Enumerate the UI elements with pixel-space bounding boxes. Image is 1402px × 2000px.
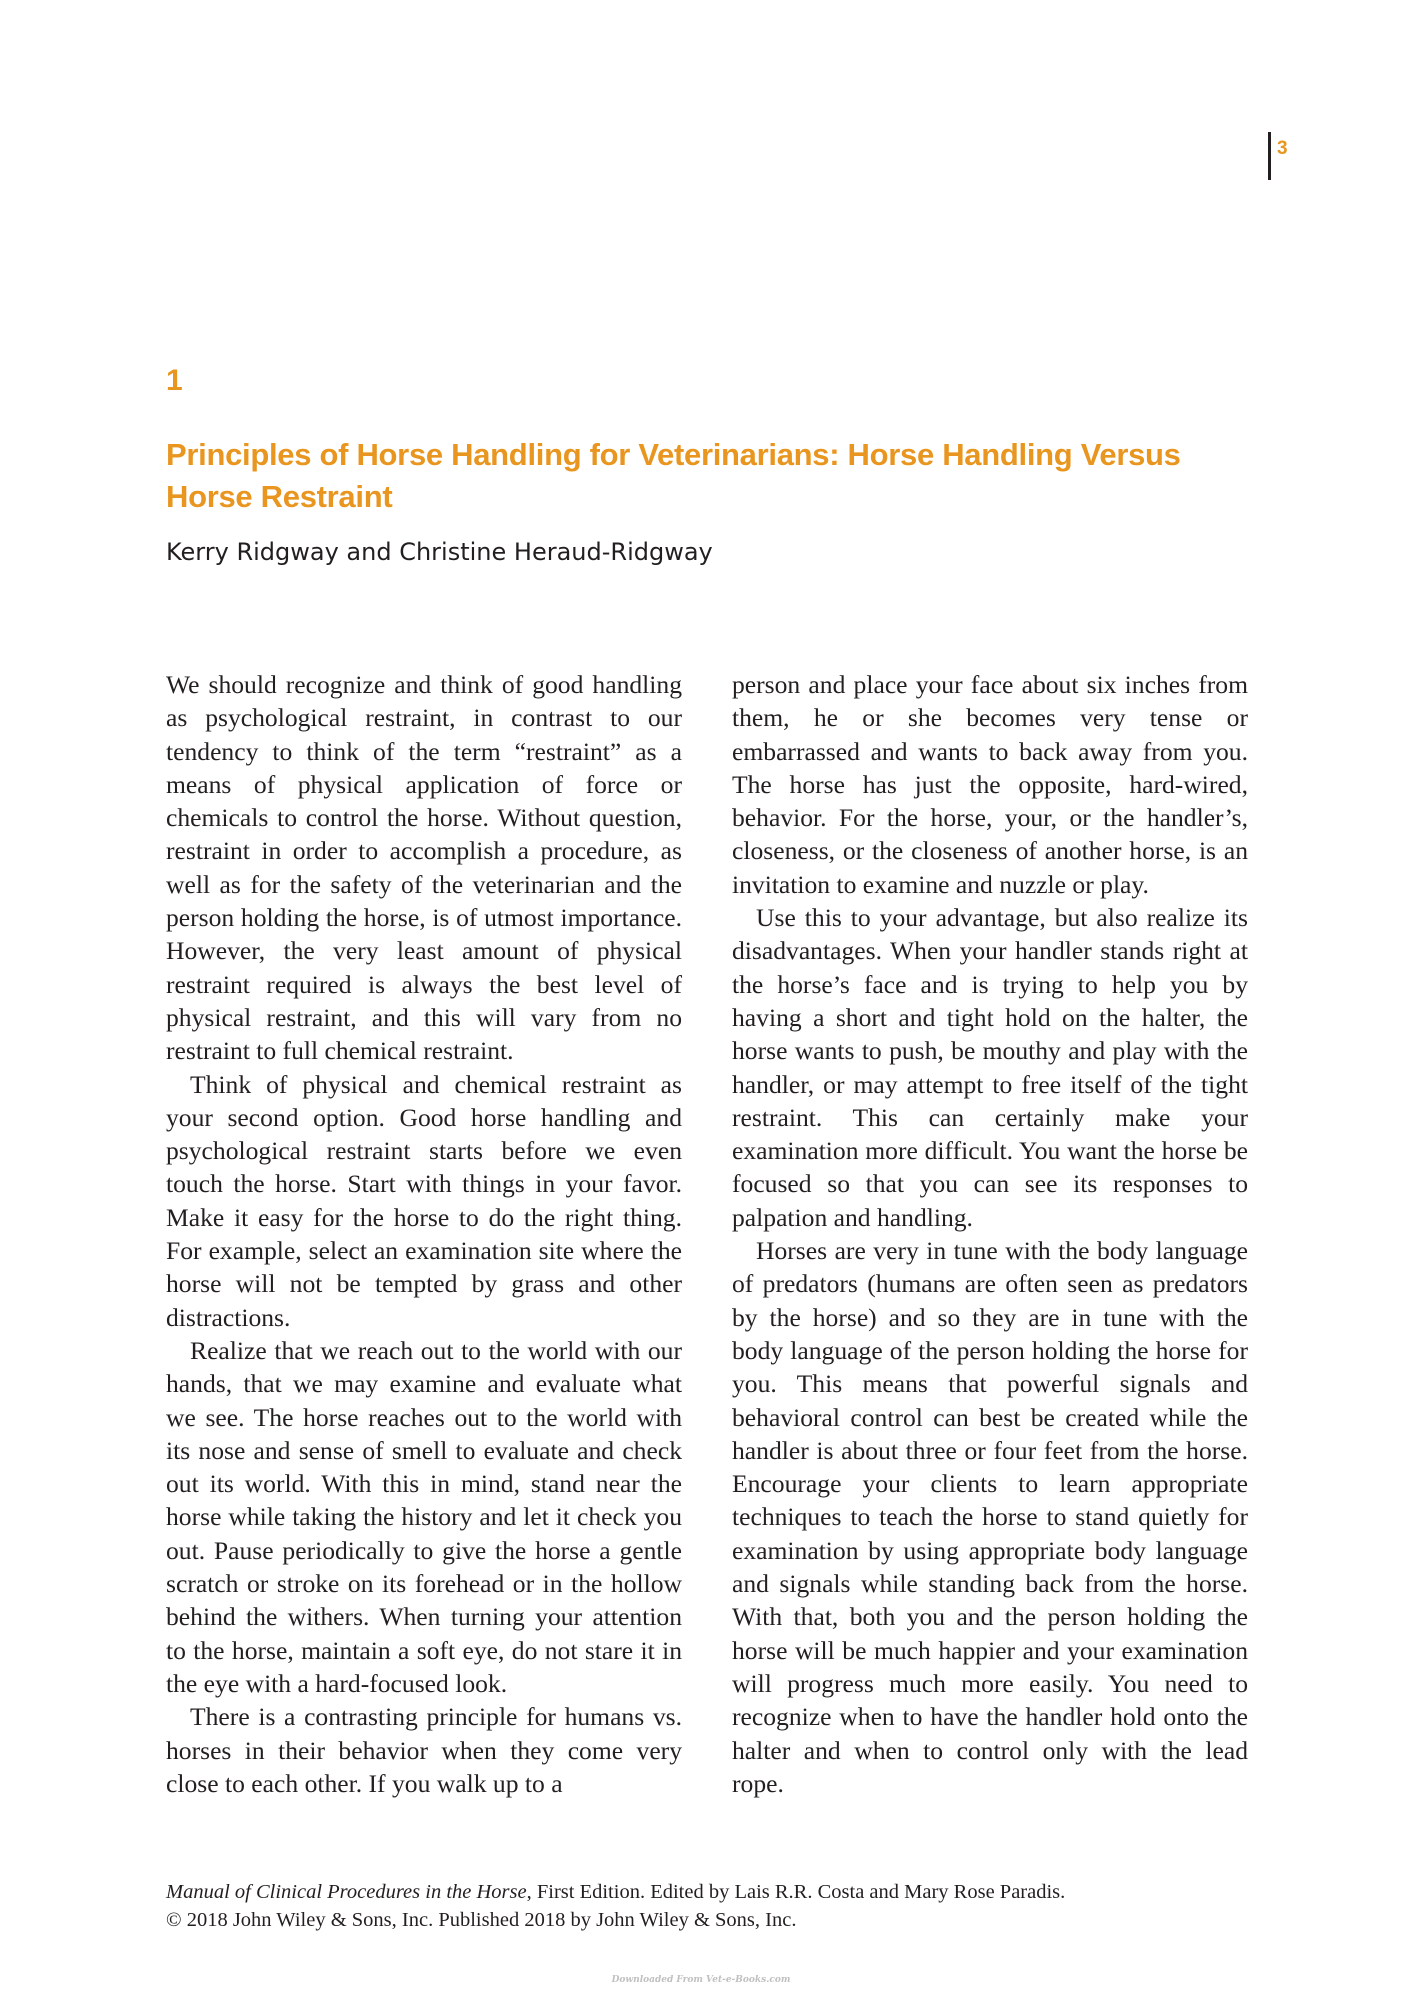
body-paragraph: Horses are very in tune with the body language of predators (humans are often seen as predators by the horse) and so they are in tune with the body language of the person holding the horse for you. This means that powerful signals and behavioral control can best be created while the handler is about three or four feet from the horse. Encourage your clients to learn appropriate techniques to teach the horse to stand quietly for examination by using appropriate body language and signals while standing back from the horse. With that, both you and the person holding the horse will be much happier and your examination will progress much more easily. You need to recognize when to have the handler hold onto the halter and when to control only with the lead rope. (732, 1236, 1248, 1798)
citation-line (166, 1878, 1246, 1906)
book-title: Manual of Clinical Procedures in the Horse (166, 1881, 527, 1903)
chapter-number: 1 (166, 364, 183, 397)
body-paragraph: Think of physical and chemical restraint as your second option. Good horse handling and psychological restraint starts before we even touch the horse. Start with things in your favor. Make it easy for the horse to do the right thing. For example, select an examination site where the horse will not be tempted by grass and other distractions. (166, 1069, 682, 1332)
body-paragraph: We should recognize and think of good handling as psychological restraint, in contrast to our tendency to think of the term “restraint” as a means of physical application of force or chemicals to control the horse. Without question, restraint in order to accomplish a procedure, as well as for the safety of the veterinarian and the person holding the horse, is of utmost importance. However, the very least amount of physical restraint required is always the best level of physical restraint, and this will vary from no restraint to full chemical restraint. (166, 670, 682, 1066)
body-column-left (166, 668, 682, 1800)
body-paragraph: There is a contrasting principle for humans vs. horses in their behavior when they come very close to each other. If you walk up to a (166, 1702, 682, 1798)
body-column-right (732, 668, 1248, 1800)
copyright-line: © 2018 John Wiley & Sons, Inc. Published 2018 by John Wiley & Sons, Inc. (166, 1909, 797, 1931)
page-number: 3 (1277, 138, 1288, 159)
chapter-title: Principles of Horse Handling for Veterinarians: Horse Handling Versus Horse Restraint (166, 437, 1181, 514)
body-paragraph: Use this to your advantage, but also realize its disadvantages. When your handler stands right at the horse’s face and is trying to help you by having a short and tight hold on the halter, the horse wants to push, be mouthy and play with the handler, or may attempt to free itself of the tight restraint. This can certainly make your examination more difficult. You want the horse be focused so that you can see its responses to palpation and handling. (732, 903, 1248, 1232)
body-paragraph: Realize that we reach out to the world with our hands, that we may examine and evaluate what we see. The horse reaches out to the world with its nose and sense of smell to evaluate and check out its world. With this in mind, stand near the horse while taking the history and let it check you out. Pause periodically to give the horse a gentle scratch or stroke on its forehead or in the hollow behind the withers. When turning your attention to the horse, maintain a soft eye, do not stare it in the eye with a hard-focused look. (166, 1335, 682, 1698)
body-paragraph-continued: person and place your face about six inches from them, he or she becomes very tense or embarrassed and wants to back away from you. The horse has just the opposite, hard-wired, behavior. For the horse, your, or the handler’s, closeness, or the closeness of another horse, is an invitation to examine and nuzzle or play. (732, 670, 1248, 899)
download-watermark: Downloaded From Vet-e-Books.com (611, 1975, 791, 1985)
page-number-rule (1268, 132, 1271, 180)
edition-text: , First Edition. Edited by Lais R.R. Costa and Mary Rose Paradis. (526, 1881, 1066, 1903)
copyright-footer (166, 1878, 1246, 1934)
chapter-authors: Kerry Ridgway and Christine Heraud-Ridgway (166, 538, 713, 566)
